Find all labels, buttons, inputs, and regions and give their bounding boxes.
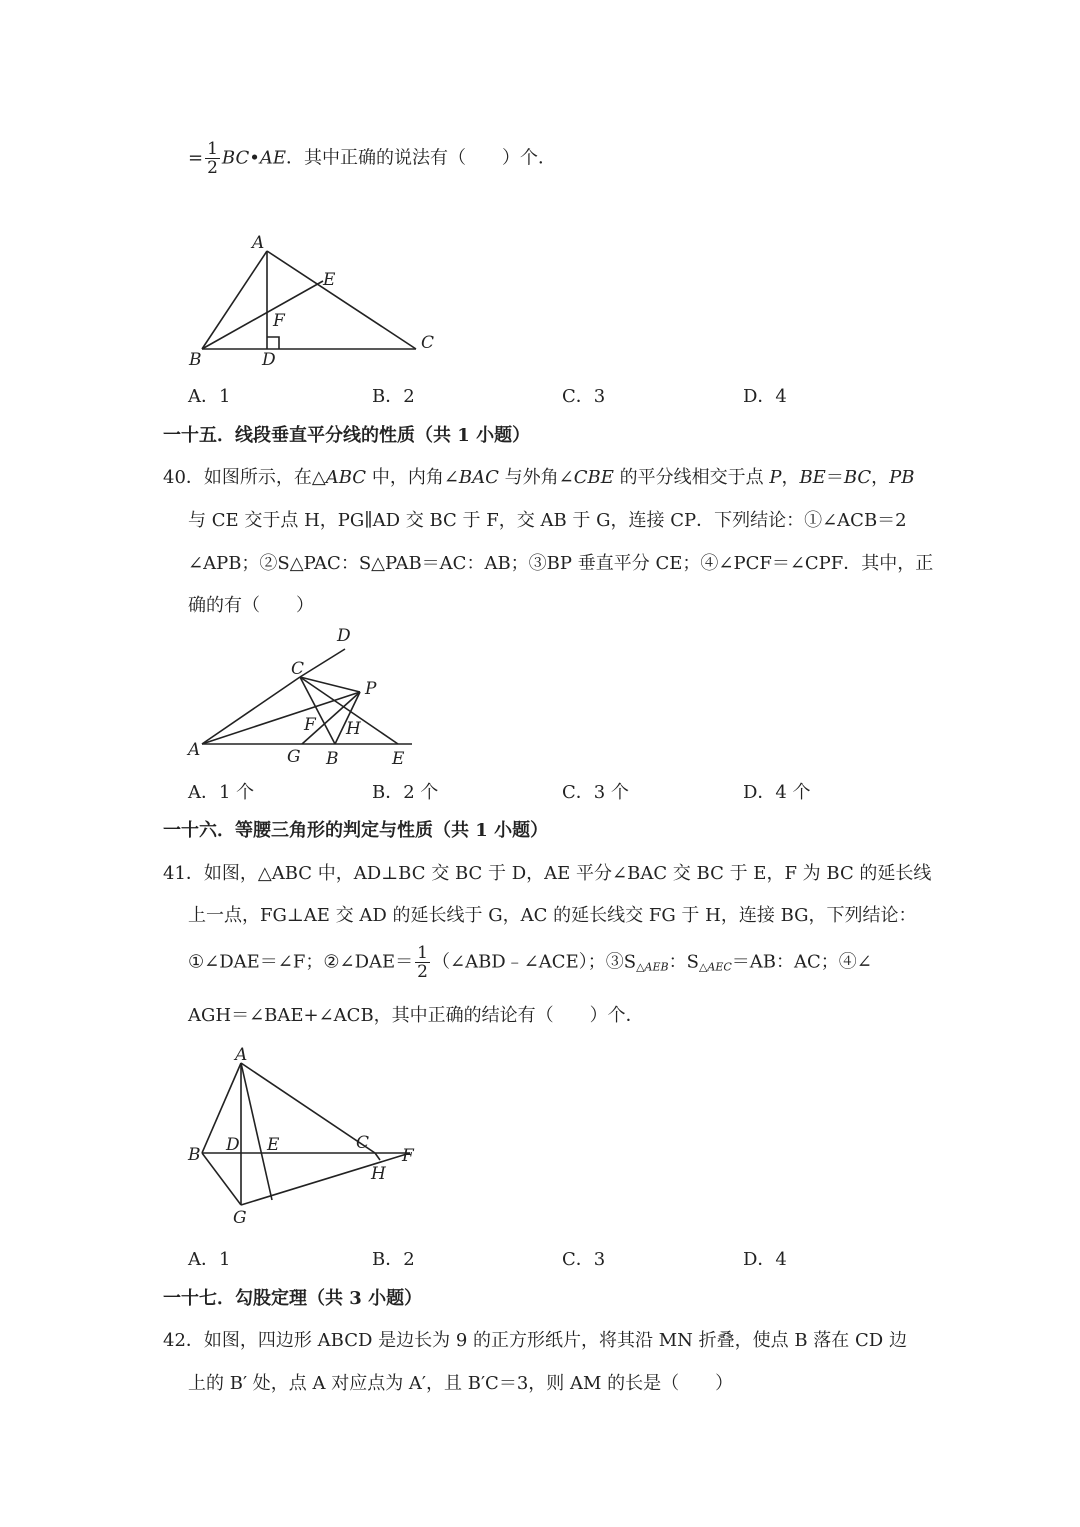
q42-line-2: 上的 B′ 处，点 A 对应点为 A′，且 B′C＝3，则 AM 的长是（ ） <box>188 1373 734 1394</box>
point-label: F <box>273 311 285 331</box>
point-label: C <box>421 333 435 353</box>
q41-line-3: ①∠DAE＝∠F；②∠DAE＝ $\frac{1}{2}$ （∠ABD﹣∠ACE）；$③S_{\triangle AEB}$：$S_{\triangle AEC}=AB$：AC；④∠ <box>188 943 872 982</box>
q40-line-4: 确的有（ ） <box>188 595 314 616</box>
point-label: B <box>188 1145 201 1165</box>
q40-line-1: 40．如图所示，在△ABC 中，内角∠BAC 与外角∠CBE 的平分线相交于点 P，BE＝BC，PB <box>163 467 915 488</box>
q41-line-4: AGH＝∠BAE+∠ACB，其中正确的结论有（ ）个． <box>188 1005 644 1026</box>
q39-figure <box>180 225 450 375</box>
q41-line-1: 41．如图，△ABC 中，AD⊥BC 交 BC 于 D，AE 平分∠BAC 交 BC 于 E，F 为 BC 的延长线 <box>163 863 932 884</box>
q39-option-c[interactable]: C．3 <box>562 386 606 407</box>
q39-option-b[interactable]: B．2 <box>372 386 415 407</box>
point-label: E <box>323 270 336 290</box>
q40-option-a[interactable]: A．1 个 <box>188 782 255 803</box>
q39-option-d[interactable]: D．4 <box>743 386 787 407</box>
q41-figure <box>180 1040 430 1230</box>
q41-option-d[interactable]: D．4 <box>743 1249 787 1270</box>
point-label: D <box>337 626 351 646</box>
q42-line-1: 42．如图，四边形 ABCD 是边长为 9 的正方形纸片，将其沿 MN 折叠，使点 B 落在 CD 边 <box>163 1330 907 1351</box>
point-label: E <box>267 1135 280 1155</box>
point-label: P <box>365 679 377 699</box>
section-title-16: 一十六．等腰三角形的判定与性质（共 1 小题） <box>163 820 549 841</box>
q39-text-tail: = $\frac{1}{2}$ BC•AE．其中正确的说法有（ ）个． <box>188 139 557 178</box>
point-label: D <box>226 1135 240 1155</box>
q41-option-c[interactable]: C．3 <box>562 1249 606 1270</box>
point-label: E <box>392 749 405 769</box>
section-title-17: 一十七．勾股定理（共 3 小题） <box>163 1288 423 1309</box>
point-label: G <box>287 747 301 767</box>
q40-line-2: 与 CE 交于点 H，PG∥AD 交 BC 于 F，交 AB 于 G，连接 CP．下列结论：①∠ACB＝2 <box>188 510 907 531</box>
q41-line-2: 上一点，FG⊥AE 交 AD 的延长线于 G，AC 的延长线交 FG 于 H，连接 BG，下列结论： <box>188 905 917 926</box>
point-label: F <box>304 715 316 735</box>
point-label: F <box>402 1146 414 1166</box>
point-label: A <box>252 233 265 253</box>
point-label: D <box>262 350 276 370</box>
fraction: $\frac{1}{2}$ <box>207 139 218 178</box>
q40-figure <box>180 622 430 772</box>
point-label: H <box>346 719 361 739</box>
point-label: B <box>189 350 202 370</box>
section-title-15: 一十五．线段垂直平分线的性质（共 1 小题） <box>163 425 531 446</box>
q40-line-3: ∠APB；②S△PAC：S△PAB＝AC：AB；③BP 垂直平分 CE；④∠PCF＝∠CPF．其中，正 <box>188 553 934 574</box>
point-label: A <box>235 1045 248 1065</box>
q40-option-c[interactable]: C．3 个 <box>562 782 629 803</box>
point-label: H <box>371 1164 386 1184</box>
q41-option-a[interactable]: A．1 <box>188 1249 231 1270</box>
point-label: C <box>356 1133 370 1153</box>
q40-option-b[interactable]: B．2 个 <box>372 782 439 803</box>
q40-option-d[interactable]: D．4 个 <box>743 782 811 803</box>
point-label: A <box>188 740 201 760</box>
point-label: C <box>291 659 305 679</box>
point-label: B <box>326 749 339 769</box>
q41-option-b[interactable]: B．2 <box>372 1249 415 1270</box>
q39-option-a[interactable]: A．1 <box>188 386 231 407</box>
point-label: G <box>233 1208 247 1228</box>
fraction: $\frac{1}{2}$ <box>417 943 428 982</box>
